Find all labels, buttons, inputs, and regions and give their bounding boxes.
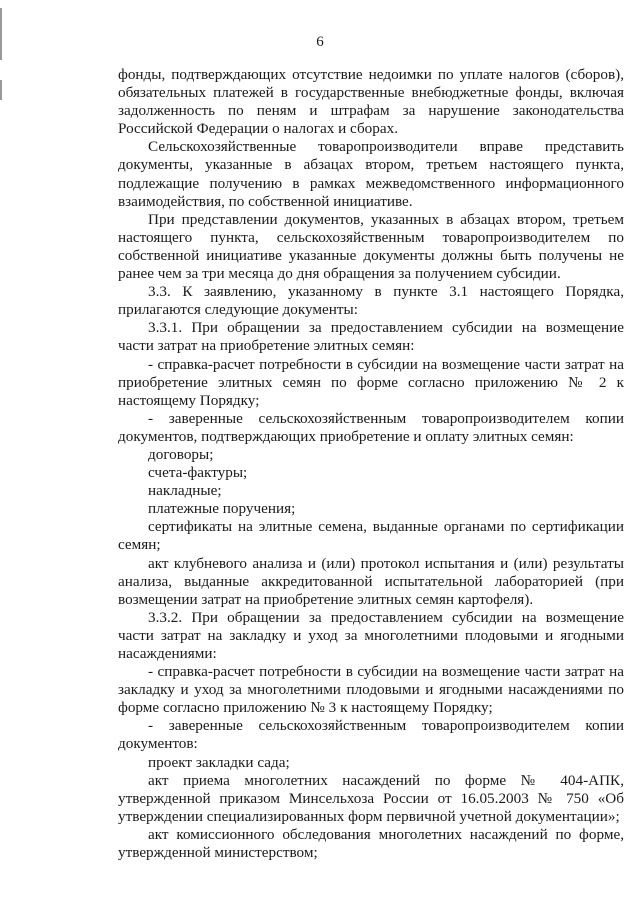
page-number: 6 (316, 34, 324, 50)
paragraph: - заверенные сельскохозяйственным товаропроизводителем копии документов, подтверждающих приобретение и оплату элитных семян: (118, 409, 624, 445)
scan-edge-mark (0, 80, 2, 100)
paragraph: проект закладки сада; (148, 753, 290, 771)
paragraph: договоры; (148, 445, 214, 463)
paragraph: платежные поручения; (148, 500, 296, 518)
paragraph: 3.3.1. При обращении за предоставлением субсидии на возмещение части затрат на приобретение элитных семян: (118, 319, 624, 355)
paragraph: - справка-расчет потребности в субсидии на возмещение части затрат на приобретение элитных семян по форме согласно приложению № 2 к настоящему Порядку; (118, 355, 624, 409)
paragraph: - справка-расчет потребности в субсидии на возмещение части затрат на закладку и уход за многолетними плодовыми и ягодными насаждениями по форме согласно приложению № 3 к настоящему Порядку; (118, 663, 624, 717)
paragraph: 3.3.2. При обращении за предоставлением субсидии на возмещение части затрат на закладку и уход за многолетними плодовыми и ягодными насаждениями: (118, 608, 624, 662)
paragraph: фонды, подтверждающих отсутствие недоимки по уплате налогов (сборов), обязательных платежей в государственные внебюджетные фонды, включая задолженность по пеням и штрафам за нарушение законодательства Российской Федерации о налогах и сборах. (118, 66, 624, 138)
paragraph: счета-фактуры; (148, 464, 248, 482)
paragraph: - заверенные сельскохозяйственным товаропроизводителем копии документов: (118, 717, 624, 753)
document-body (118, 66, 624, 862)
paragraph: акт приема многолетних насаждений по форме № 404-АПК, утвержденной приказом Минсельхоза России от 16.05.2003 № 750 «Об утверждении специализированных форм первичной учетной документации»; (118, 771, 624, 825)
paragraph: акт комиссионного обследования многолетних насаждений по форме, утвержденной министерством; (118, 825, 624, 862)
paragraph: При представлении документов, указанных в абзацах втором, третьем настоящего пункта, сельскохозяйственным товаропроизводителем по собственной инициативе указанные документы должны быть получены не ранее чем за три месяца до дня обращения за получением субсидии. (118, 210, 624, 283)
paragraph: сертификаты на элитные семена, выданные органами по сертификации семян; (118, 518, 624, 554)
paragraph: Сельскохозяйственные товаропроизводители вправе представить документы, указанные в абзацах втором, третьем настоящего пункта, подлежащие получению в рамках межведомственного информационного взаимодействия, по собственной инициативе. (118, 138, 624, 210)
paragraph: 3.3. К заявлению, указанному в пункте 3.1 настоящего Порядка, прилагаются следующие документы: (118, 283, 624, 319)
paragraph: накладные; (148, 482, 222, 500)
paragraph: акт клубневого анализа и (или) протокол испытания и (или) результаты анализа, выданные аккредитованной испытательной лабораторией (при возмещении затрат на приобретение элитных семян картофеля). (118, 554, 624, 608)
